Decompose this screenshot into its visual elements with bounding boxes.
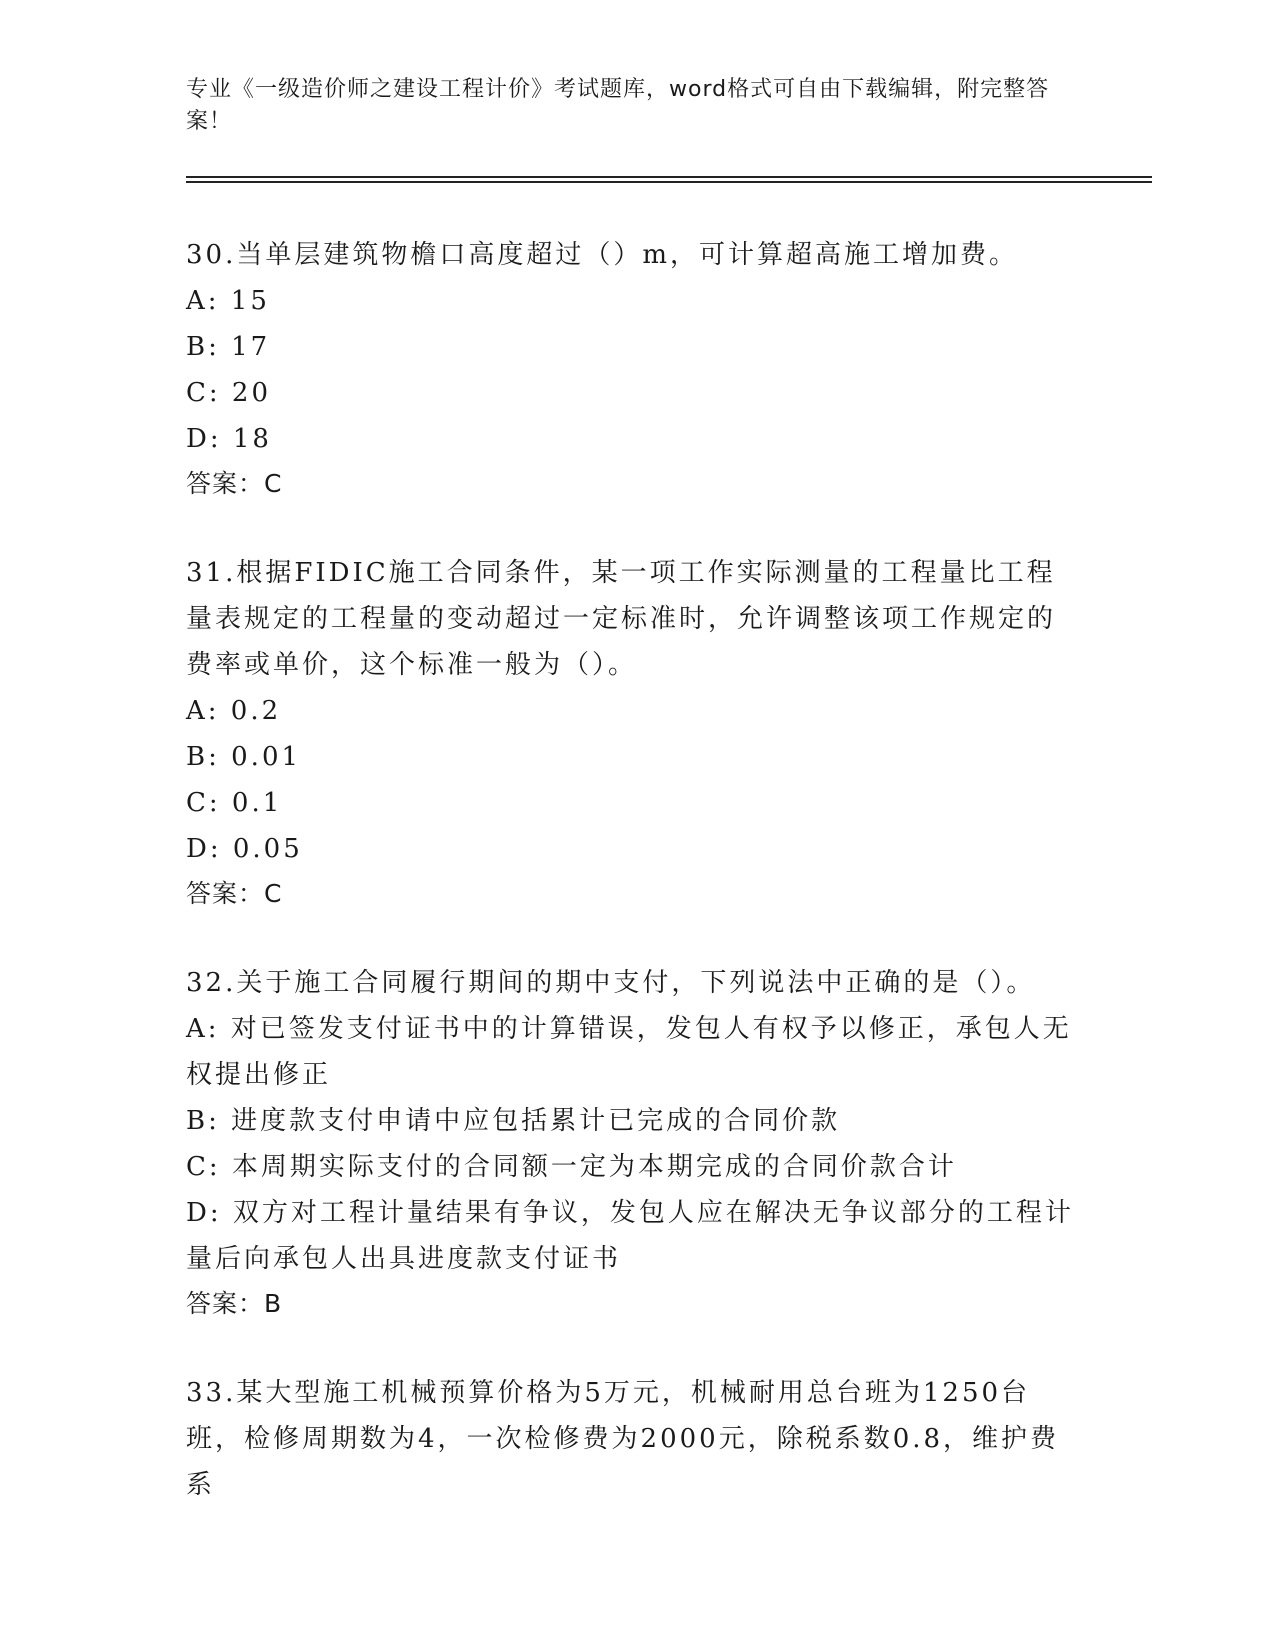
question-stem: 33.某大型施工机械预算价格为5万元，机械耐用总台班为1250台班，检修周期数为4，一次检修费为2000元，除税系数0.8，维护费系 xyxy=(186,1378,1060,1500)
option-d: D: 18 xyxy=(186,424,272,454)
option-c: C: 0.1 xyxy=(186,788,283,818)
question-stem: 30.当单层建筑物檐口高度超过（）m，可计算超高施工增加费。 xyxy=(186,240,1019,270)
question-stem: 32.关于施工合同履行期间的期中支付，下列说法中正确的是（）。 xyxy=(186,968,1036,998)
answer-label: 答案：C xyxy=(186,469,283,498)
answer-label: 答案：C xyxy=(186,879,283,908)
option-d: D: 双方对工程计量结果有争议，发包人应在解决无争议部分的工程计量后向承包人出具进度款支付证书 xyxy=(186,1198,1074,1274)
option-c: C: 20 xyxy=(186,378,272,408)
option-a: A: 15 xyxy=(186,286,270,316)
header-divider-top xyxy=(186,176,1152,178)
question-30 xyxy=(186,232,1076,506)
question-32 xyxy=(186,960,1076,1326)
option-a: A: 对已签发支付证书中的计算错误，发包人有权予以修正，承包人无权提出修正 xyxy=(186,1014,1072,1090)
option-b: B: 进度款支付申请中应包括累计已完成的合同价款 xyxy=(186,1106,841,1136)
option-b: B: 0.01 xyxy=(186,742,302,772)
question-stem: 31.根据FIDIC施工合同条件，某一项工作实际测量的工程量比工程量表规定的工程量的变动超过一定标准时，允许调整该项工作规定的费率或单价，这个标准一般为（）。 xyxy=(186,558,1057,680)
question-33 xyxy=(186,1370,1076,1508)
question-31 xyxy=(186,550,1076,916)
header-divider-bottom xyxy=(186,181,1152,183)
option-a: A: 0.2 xyxy=(186,696,282,726)
option-c: C: 本周期实际支付的合同额一定为本期完成的合同价款合计 xyxy=(186,1152,957,1182)
answer-label: 答案：B xyxy=(186,1289,283,1318)
option-d: D: 0.05 xyxy=(186,834,303,864)
document-header: 专业《一级造价师之建设工程计价》考试题库，word格式可自由下载编辑，附完整答案！ xyxy=(186,77,1050,134)
question-list xyxy=(186,232,1076,1552)
option-b: B: 17 xyxy=(186,332,271,362)
